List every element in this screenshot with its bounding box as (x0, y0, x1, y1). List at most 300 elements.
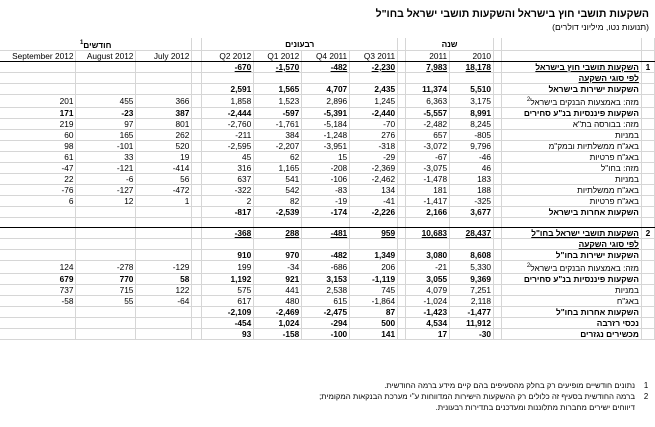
cell-value: -2,444 (202, 107, 254, 118)
cell-value: -127 (76, 184, 136, 195)
section-number (641, 118, 654, 129)
cell-value: 1 (136, 195, 192, 206)
cell-value: 262 (136, 129, 192, 140)
cell-value (76, 72, 136, 83)
section-number (641, 107, 654, 118)
cell-value (76, 307, 136, 318)
cell-value: 637 (202, 173, 254, 184)
cell-value: 3,175 (450, 94, 494, 107)
cell-value (202, 217, 254, 228)
cell-value: -454 (202, 318, 254, 329)
cell-value: -1,478 (406, 173, 450, 184)
cell-value (136, 250, 192, 261)
cell-value: 1,165 (254, 162, 302, 173)
cell-value: -805 (450, 129, 494, 140)
cell-value: 455 (76, 94, 136, 107)
cell-value: 56 (136, 173, 192, 184)
cell-value: -58 (0, 296, 76, 307)
cell-value (302, 217, 350, 228)
cell-value: 60 (0, 129, 76, 140)
cell-value: 55 (76, 296, 136, 307)
table-row (0, 151, 655, 162)
cell-value: 12 (76, 195, 136, 206)
cell-value: -101 (76, 140, 136, 151)
cell-value: -472 (136, 184, 192, 195)
row-label: השקעות תושבי חוץ בישראל (502, 61, 642, 72)
cell-value: 2,435 (350, 83, 398, 94)
cell-value (0, 83, 76, 94)
section-number: 2 (641, 228, 654, 239)
cell-value: -2,462 (350, 173, 398, 184)
section-number (641, 173, 654, 184)
cell-value: 61 (0, 151, 76, 162)
cell-value (0, 318, 76, 329)
cell-value: 93 (202, 329, 254, 340)
cell-value: 542 (254, 184, 302, 195)
section-number (641, 72, 654, 83)
cell-value: 520 (136, 140, 192, 151)
cell-value: 10,683 (406, 228, 450, 239)
cell-value: 3,153 (302, 274, 350, 285)
cell-value (202, 239, 254, 250)
cell-value: 3,080 (406, 250, 450, 261)
row-label: השקעות אחרות בישראל (502, 206, 642, 217)
section-number (641, 206, 654, 217)
row-label: במניות (502, 173, 642, 184)
cell-value (136, 217, 192, 228)
cell-value (76, 239, 136, 250)
cell-value: 201 (0, 94, 76, 107)
table-row (0, 274, 655, 285)
cell-value: -46 (450, 151, 494, 162)
cell-value: -2,226 (350, 206, 398, 217)
section-number (641, 296, 654, 307)
section-number (641, 329, 654, 340)
table-row (0, 118, 655, 129)
section-number (641, 274, 654, 285)
row-label: השקעות תושבי ישראל בחו"ל (502, 228, 642, 239)
cell-value: 5,330 (450, 261, 494, 274)
cell-value (0, 206, 76, 217)
footnote-number: 1 (643, 381, 649, 390)
cell-value (202, 72, 254, 83)
cell-value: -158 (254, 329, 302, 340)
cell-value: 1,523 (254, 94, 302, 107)
table-row (0, 195, 655, 206)
footnote-number: 2 (643, 392, 649, 401)
cell-value: 19 (136, 151, 192, 162)
table-row (0, 184, 655, 195)
cell-value: -100 (302, 329, 350, 340)
footnote-mark: 2 (526, 263, 531, 270)
cell-value: 959 (350, 228, 398, 239)
cell-value (350, 239, 398, 250)
cell-value: 15 (302, 151, 350, 162)
cell-value: 58 (136, 274, 192, 285)
cell-value: 715 (76, 285, 136, 296)
cell-value: -70 (350, 118, 398, 129)
cell-value: 188 (450, 184, 494, 195)
cell-value: 657 (406, 129, 450, 140)
cell-value: 33 (76, 151, 136, 162)
section-number (641, 285, 654, 296)
cell-value: 276 (350, 129, 398, 140)
cell-value: 6,363 (406, 94, 450, 107)
cell-value: 4,534 (406, 318, 450, 329)
cell-value: -34 (254, 261, 302, 274)
row-label: במניות (502, 285, 642, 296)
table-row (0, 83, 655, 94)
cell-value: -1,024 (406, 296, 450, 307)
cell-value: 8,991 (450, 107, 494, 118)
row-label: השקעות ישירות בחו"ל (502, 250, 642, 261)
cell-value (136, 206, 192, 217)
cell-value: 1,349 (350, 250, 398, 261)
section-number (641, 162, 654, 173)
cell-value (136, 239, 192, 250)
cell-value (76, 250, 136, 261)
cell-value: -2,230 (350, 61, 398, 72)
section-number (641, 129, 654, 140)
row-label (502, 217, 642, 228)
section-number (641, 195, 654, 206)
cell-value: -41 (350, 195, 398, 206)
cell-value: 7,251 (450, 285, 494, 296)
cell-value (0, 329, 76, 340)
cell-value: -2,760 (202, 118, 254, 129)
cell-value: -5,184 (302, 118, 350, 129)
cell-value: 1,024 (254, 318, 302, 329)
row-label: מזה: באמצעות הבנקים בישראל$^2$ (502, 94, 642, 107)
row-label: השקעות פיננסיות בנ"ע סחירים (502, 274, 642, 285)
cell-value (136, 307, 192, 318)
cell-value: -482 (302, 61, 350, 72)
cell-value: 97 (76, 118, 136, 129)
cell-value (76, 329, 136, 340)
table-row (0, 228, 655, 239)
cell-value (254, 239, 302, 250)
footnotes (231, 380, 651, 413)
cell-value: -597 (254, 107, 302, 118)
cell-value: 2,538 (302, 285, 350, 296)
cell-value: 737 (0, 285, 76, 296)
table-row (0, 162, 655, 173)
cell-value (0, 228, 76, 239)
cell-value (136, 61, 192, 72)
cell-value: 366 (136, 94, 192, 107)
cell-value: -29 (350, 151, 398, 162)
footnote-text: ברמה החודשית בסעיף זה כלולים רק ההשקעות הישירות המדווחות ע"י מערכת הבנקאות המקומית; (319, 392, 635, 401)
cell-value: -322 (202, 184, 254, 195)
col-q1-2012: Q1 2012 (254, 50, 302, 61)
cell-value (76, 228, 136, 239)
footnote (231, 402, 651, 413)
cell-value: 183 (450, 173, 494, 184)
cell-value: 199 (202, 261, 254, 274)
cell-value: -30 (450, 329, 494, 340)
cell-value: 441 (254, 285, 302, 296)
cell-value (0, 72, 76, 83)
cell-value: 6 (0, 195, 76, 206)
cell-value: -817 (202, 206, 254, 217)
cell-value: -121 (76, 162, 136, 173)
table-row (0, 206, 655, 217)
data-table (0, 38, 655, 340)
table-row (0, 107, 655, 118)
section-number (641, 261, 654, 274)
cell-value (450, 72, 494, 83)
cell-value: 46 (450, 162, 494, 173)
cell-value: 22 (0, 173, 76, 184)
col-jul-2012: July 2012 (136, 50, 192, 61)
cell-value (0, 239, 76, 250)
cell-value: 98 (0, 140, 76, 151)
cell-value: -76 (0, 184, 76, 195)
cell-value: -174 (302, 206, 350, 217)
row-label: השקעות ישירות בישראל (502, 83, 642, 94)
col-q3-2011: Q3 2011 (350, 50, 398, 61)
cell-value (76, 318, 136, 329)
cell-value: 4,079 (406, 285, 450, 296)
section-number (641, 239, 654, 250)
cell-value: 18,178 (450, 61, 494, 72)
row-label: באג"ח פרטיות (502, 195, 642, 206)
cell-value: 82 (254, 195, 302, 206)
cell-value: 11,912 (450, 318, 494, 329)
footnote-number (641, 402, 651, 413)
cell-value (350, 217, 398, 228)
table-row (0, 250, 655, 261)
cell-value: -2,440 (350, 107, 398, 118)
cell-value: 921 (254, 274, 302, 285)
section-number (641, 217, 654, 228)
cell-value: 1,858 (202, 94, 254, 107)
col-2010: 2010 (450, 50, 494, 61)
cell-value: 2,118 (450, 296, 494, 307)
cell-value (76, 83, 136, 94)
section-number (641, 83, 654, 94)
footnote-mark: 2 (526, 96, 531, 103)
cell-value: -1,761 (254, 118, 302, 129)
cell-value: 45 (202, 151, 254, 162)
table-row (0, 307, 655, 318)
cell-value: 910 (202, 250, 254, 261)
cell-value: -129 (136, 261, 192, 274)
cell-value: -106 (302, 173, 350, 184)
col-sep-2012: September 2012 (0, 50, 76, 61)
cell-value: -2,469 (254, 307, 302, 318)
section-number (641, 94, 654, 107)
cell-value: -1,864 (350, 296, 398, 307)
cell-value (0, 61, 76, 72)
row-label: מזה: בחו"ל (502, 162, 642, 173)
cell-value (136, 83, 192, 94)
cell-value (136, 228, 192, 239)
cell-value: 3,677 (450, 206, 494, 217)
cell-value: 124 (0, 261, 76, 274)
quarterly-header: רבעונים (202, 38, 398, 50)
cell-value (406, 217, 450, 228)
cell-value (76, 61, 136, 72)
cell-value (406, 239, 450, 250)
cell-value: -2,595 (202, 140, 254, 151)
cell-value: -670 (202, 61, 254, 72)
cell-value: -414 (136, 162, 192, 173)
cell-value: 615 (302, 296, 350, 307)
cell-value (302, 239, 350, 250)
cell-value: 62 (254, 151, 302, 162)
section-number (641, 307, 654, 318)
cell-value: -83 (302, 184, 350, 195)
cell-value: 2,896 (302, 94, 350, 107)
section-number (641, 151, 654, 162)
cell-value: 17 (406, 329, 450, 340)
table-row (0, 296, 655, 307)
cell-value: -2,475 (302, 307, 350, 318)
row-label: מזה: באמצעות הבנקים בישראל$^2$ (502, 261, 642, 274)
column-header-row (0, 50, 655, 61)
footnote-text: נתונים חודשיים מופיעים רק בחלק מהסעיפים בהם קיים מידע ברמה החודשית. (384, 381, 635, 390)
page-subtitle: (תנועות נטו, מיליוני דולרים) (552, 22, 649, 32)
cell-value: 171 (0, 107, 76, 118)
section-number (641, 250, 654, 261)
cell-value: 3,055 (406, 274, 450, 285)
cell-value (76, 217, 136, 228)
col-q4-2011: Q4 2011 (302, 50, 350, 61)
cell-value: 541 (254, 173, 302, 184)
cell-value (76, 206, 136, 217)
cell-value: 500 (350, 318, 398, 329)
row-label: באג"ח (502, 296, 642, 307)
table-row (0, 72, 655, 83)
cell-value: 4,707 (302, 83, 350, 94)
row-label: לפי סוגי השקעה (502, 239, 642, 250)
section-number (641, 318, 654, 329)
cell-value: -1,477 (450, 307, 494, 318)
table-row (0, 261, 655, 274)
cell-value: -325 (450, 195, 494, 206)
cell-value: -1,248 (302, 129, 350, 140)
table-row (0, 239, 655, 250)
cell-value (350, 72, 398, 83)
cell-value: 7,983 (406, 61, 450, 72)
cell-value: 970 (254, 250, 302, 261)
page-title: השקעות תושבי חוץ בישראל והשקעות תושבי ישראל בחו"ל (375, 8, 649, 20)
footnote (231, 380, 651, 391)
cell-value: -6 (76, 173, 136, 184)
cell-value (136, 318, 192, 329)
cell-value: 745 (350, 285, 398, 296)
cell-value: 480 (254, 296, 302, 307)
cell-value: -2,109 (202, 307, 254, 318)
footnote (231, 391, 651, 402)
row-label: לפי סוגי השקעה (502, 72, 642, 83)
cell-value: -482 (302, 250, 350, 261)
table-row (0, 140, 655, 151)
cell-value: 9,369 (450, 274, 494, 285)
monthly-header: חודשים$^1$ (0, 38, 192, 50)
section-number (641, 184, 654, 195)
cell-value: -5,391 (302, 107, 350, 118)
row-label: השקעות אחרות בחו"ל (502, 307, 642, 318)
cell-value: 87 (350, 307, 398, 318)
cell-value: 288 (254, 228, 302, 239)
row-label: במניות (502, 129, 642, 140)
table-row (0, 129, 655, 140)
cell-value: -2,539 (254, 206, 302, 217)
cell-value: 5,510 (450, 83, 494, 94)
cell-value: 384 (254, 129, 302, 140)
cell-value: 1,565 (254, 83, 302, 94)
cell-value (0, 307, 76, 318)
cell-value: 122 (136, 285, 192, 296)
cell-value: -208 (302, 162, 350, 173)
cell-value: -686 (302, 261, 350, 274)
cell-value: -1,423 (406, 307, 450, 318)
table-row (0, 94, 655, 107)
cell-value: -23 (76, 107, 136, 118)
cell-value: -368 (202, 228, 254, 239)
cell-value (254, 217, 302, 228)
cell-value: -211 (202, 129, 254, 140)
cell-value (406, 72, 450, 83)
cell-value: -1,417 (406, 195, 450, 206)
section-number: 1 (641, 61, 654, 72)
cell-value (450, 217, 494, 228)
cell-value: -278 (76, 261, 136, 274)
section-number (641, 140, 654, 151)
cell-value: -2,207 (254, 140, 302, 151)
cell-value: 8,245 (450, 118, 494, 129)
cell-value: 9,796 (450, 140, 494, 151)
cell-value (0, 250, 76, 261)
table-row (0, 318, 655, 329)
cell-value (136, 72, 192, 83)
cell-value: 1,245 (350, 94, 398, 107)
cell-value: 11,374 (406, 83, 450, 94)
cell-value: 2,591 (202, 83, 254, 94)
cell-value: 2 (202, 195, 254, 206)
cell-value: 2,166 (406, 206, 450, 217)
cell-value (302, 72, 350, 83)
row-label: מכשירים נגזרים (502, 329, 642, 340)
table-row (0, 217, 655, 228)
cell-value: -3,951 (302, 140, 350, 151)
col-aug-2012: August 2012 (76, 50, 136, 61)
cell-value: -2,369 (350, 162, 398, 173)
cell-value: -64 (136, 296, 192, 307)
col-q2-2012: Q2 2012 (202, 50, 254, 61)
table-row (0, 61, 655, 72)
cell-value: 387 (136, 107, 192, 118)
cell-value: -1,119 (350, 274, 398, 285)
cell-value: -294 (302, 318, 350, 329)
cell-value: 134 (350, 184, 398, 195)
cell-value: -47 (0, 162, 76, 173)
cell-value: 617 (202, 296, 254, 307)
cell-value: -3,072 (406, 140, 450, 151)
cell-value: -3,075 (406, 162, 450, 173)
cell-value: -67 (406, 151, 450, 162)
row-label: מזה: בבורסה בת"א (502, 118, 642, 129)
footnote-text: דיווחים ישירים מחברות מתלוננות ומעדכנים בתדירות רבעונית. (435, 403, 635, 412)
cell-value: -481 (302, 228, 350, 239)
row-label: באג"ח פרטיות (502, 151, 642, 162)
cell-value: 206 (350, 261, 398, 274)
cell-value (254, 72, 302, 83)
row-label: נכסי רזרבה (502, 318, 642, 329)
cell-value: 1,192 (202, 274, 254, 285)
